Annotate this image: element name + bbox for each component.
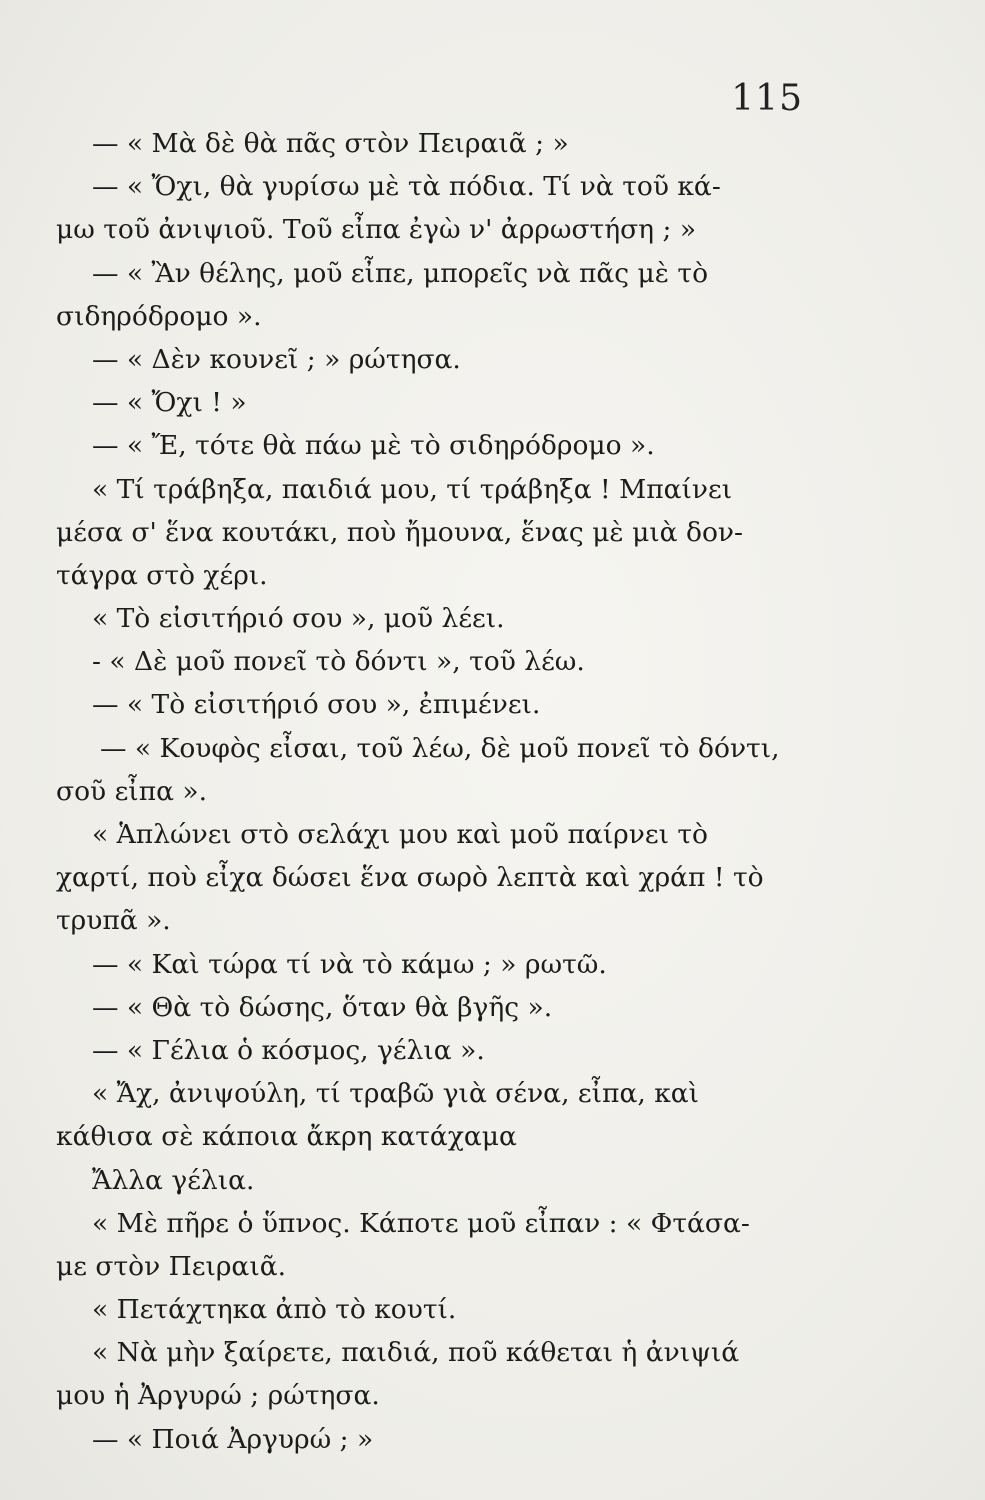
text-line: τάγρα στὸ χέρι. [56,559,268,591]
text-line: « Τί τράβηξα, παιδιά μου, τί τράβηξα ! Μπαίνει [92,473,733,505]
text-line: « Μὲ πῆρε ὁ ὕπνος. Κάποτε μοῦ εἶπαν : « Φτάσα- [92,1207,750,1239]
text-line: — « Θὰ τὸ δώσης, ὅταν θὰ βγῆς ». [92,991,553,1023]
text-line: « Ἁπλώνει στὸ σελάχι μου καὶ μοῦ παίρνει τὸ [92,819,708,850]
text-line: σοῦ εἶπα ». [56,775,208,807]
text-line: μω τοῦ ἀνιψιοῦ. Τοῦ εἶπα ἐγὼ ν' ἀρρωστήση ; » [56,214,697,246]
text-line: — « Ὄχι ! » [92,387,247,419]
text-line: — « Καὶ τώρα τί νὰ τὸ κάμω ; » ρωτῶ. [92,948,607,980]
text-line: κάθισα σὲ κάποια ἄκρη κατάχαμα [56,1121,517,1153]
text-line: μου ἡ Ἀργυρώ ; ρώτησα. [56,1380,380,1412]
text-line: — « Τὸ εἰσιτήριό σου », ἐπιμένει. [92,689,541,721]
text-line: — « Γέλια ὁ κόσμος, γέλια ». [92,1034,485,1066]
text-line: - « Δὲ μοῦ πονεῖ τὸ δόντι », τοῦ λέω. [92,646,585,678]
text-line: μέσα σ' ἕνα κουτάκι, ποὺ ἤμουνα, ἕνας μὲ μιὰ δον- [56,516,743,548]
text-line: — « Δὲν κουνεῖ ; » ρώτησα. [92,343,461,375]
text-line: « Νὰ μὴν ξαίρετε, παιδιά, ποῦ κάθεται ἡ ἀνιψιά [92,1337,740,1369]
page-number: 115 [731,78,803,119]
text-line: — « Μὰ δὲ θὰ πᾶς στὸν Πειραιᾶ ; » [92,128,569,159]
text-line: « Ἄχ, ἀνιψούλη, τί τραβῶ γιὰ σένα, εἶπα, καὶ [92,1078,700,1110]
text-line: — « Ὄχι, θὰ γυρίσω μὲ τὰ πόδια. Τί νὰ τοῦ κά- [92,171,721,203]
text-line: σιδηρόδρομο ». [56,300,262,332]
text-line: — « Ἂν θέλης, μοῦ εἶπε, μπορεῖς νὰ πᾶς μὲ τὸ [92,257,709,289]
text-line: χαρτί, ποὺ εἶχα δώσει ἕνα σωρὸ λεπτὰ καὶ χράπ ! τὸ [56,862,764,894]
text-line: — « Ποιά Ἀργυρώ ; » [92,1423,374,1455]
text-line: — « Κουφὸς εἶσαι, τοῦ λέω, δὲ μοῦ πονεῖ τὸ δόντι, [100,732,780,764]
text-line: Ἄλλα γέλια. [92,1164,255,1196]
text-line: με στὸν Πειραιᾶ. [56,1250,287,1282]
text-line: « Τὸ εἰσιτήριό σου », μοῦ λέει. [92,603,505,635]
text-line: τρυπᾶ ». [56,905,171,937]
text-line: « Πετάχτηκα ἀπὸ τὸ κουτί. [92,1294,457,1326]
text-line: — « Ἔ, τότε θὰ πάω μὲ τὸ σιδηρόδρομο ». [92,430,655,462]
body-text [56,122,836,1461]
